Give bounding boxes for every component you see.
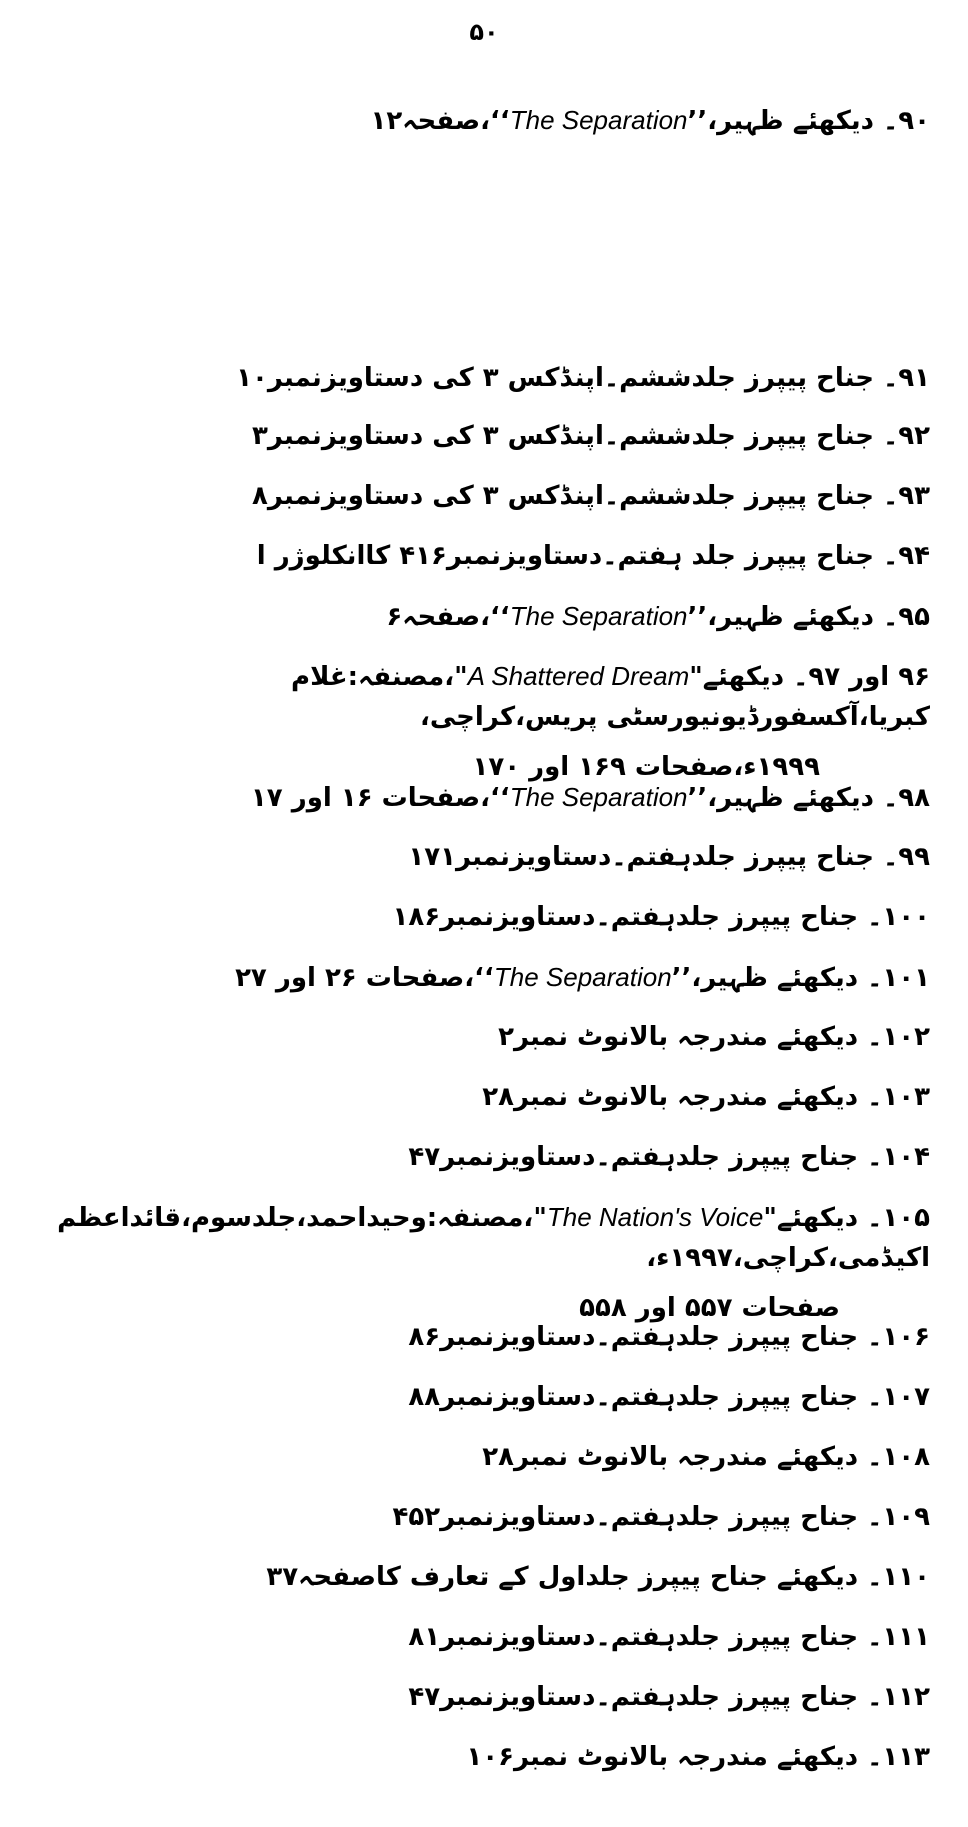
footnote-105 <box>50 1197 930 1328</box>
footnote-113: ۱۱۳۔ دیکھئے مندرجہ بالانوٹ نمبر۱۰۶ <box>466 1742 930 1772</box>
english-title: The Separation <box>509 601 688 631</box>
footnote-92: ۹۲۔ جناح پیپرز جلدششم۔اپنڈکس ۳ کی دستاویزنمبر۳ <box>251 421 930 451</box>
footnote-text: ۱۰۱۔ دیکھئے ظہیر،’’ <box>671 963 930 993</box>
footnote-text: ‘‘،صفحات ۱۶ اور ۱۷ <box>250 783 510 813</box>
footnote-99: ۹۹۔ جناح پیپرز جلدہفتم۔دستاویزنمبر۱۷۱ <box>408 842 930 872</box>
footnote-90 <box>371 100 930 141</box>
footnote-112: ۱۱۲۔ جناح پیپرز جلدہفتم۔دستاویزنمبر۴۷ <box>408 1682 930 1712</box>
footnote-text: ۱۰۵۔ دیکھئے" <box>763 1203 930 1233</box>
footnote-110: ۱۱۰۔ دیکھئے جناح پیپرز جلداول کے تعارف کاصفحہ۳۷ <box>266 1562 930 1592</box>
footnote-108: ۱۰۸۔ دیکھئے مندرجہ بالانوٹ نمبر۲۸ <box>482 1442 930 1472</box>
english-title: The Separation <box>509 782 688 812</box>
footnote-106: ۱۰۶۔ جناح پیپرز جلدہفتم۔دستاویزنمبر۸۶ <box>408 1322 930 1352</box>
footnote-96-97 <box>50 656 930 787</box>
page-number: ۵۰ <box>469 18 499 46</box>
footnote-93: ۹۳۔ جناح پیپرز جلدششم۔اپنڈکس ۳ کی دستاویزنمبر۸ <box>251 481 930 511</box>
english-title: The Nation's Voice <box>546 1202 764 1232</box>
english-title: The Separation <box>509 105 688 135</box>
footnote-text: ۹۰۔ دیکھئے ظہیر،’’ <box>687 106 930 136</box>
footnote-text: ‘‘،صفحہ۱۲ <box>370 106 510 136</box>
footnote-text: ۹۸۔ دیکھئے ظہیر،’’ <box>687 783 930 813</box>
footnote-text: ۹۵۔ دیکھئے ظہیر،’’ <box>687 602 930 632</box>
footnote-text: "،مصنفہ:وحیداحمد،جلدسوم،قائداعظم اکیڈمی،کراچی،۱۹۹۷ء، <box>57 1203 930 1273</box>
footnote-text: "،مصنفہ:غلام کبریا،آکسفورڈیونیورسٹی پریس،کراچی، <box>291 662 930 732</box>
footnote-text: ‘‘،صفحات ۲۶ اور ۲۷ <box>235 963 494 993</box>
footnote-98 <box>251 777 930 818</box>
footnote-94: ۹۴۔ جناح پیپرز جلد ہفتم۔دستاویزنمبر۴۱۶ کاانکلوژر ا <box>256 541 930 571</box>
footnote-109: ۱۰۹۔ جناح پیپرز جلدہفتم۔دستاویزنمبر۴۵۲ <box>392 1502 930 1532</box>
footnote-103: ۱۰۳۔ دیکھئے مندرجہ بالانوٹ نمبر۲۸ <box>482 1082 930 1112</box>
footnote-95 <box>386 596 930 637</box>
footnote-continuation: ۱۹۹۹ء،صفحات ۱۶۹ اور ۱۷۰ <box>472 752 820 782</box>
footnote-101 <box>235 957 930 998</box>
footnote-107: ۱۰۷۔ جناح پیپرز جلدہفتم۔دستاویزنمبر۸۸ <box>408 1382 930 1412</box>
footnote-text: ‘‘،صفحہ۶ <box>386 602 510 632</box>
footnote-111: ۱۱۱۔ جناح پیپرز جلدہفتم۔دستاویزنمبر۸۱ <box>408 1622 930 1652</box>
footnote-104: ۱۰۴۔ جناح پیپرز جلدہفتم۔دستاویزنمبر۴۷ <box>408 1142 930 1172</box>
english-title: A Shattered Dream <box>467 661 690 691</box>
footnote-text: ۹۶ اور ۹۷۔ دیکھئے" <box>689 662 930 692</box>
footnote-100: ۱۰۰۔ جناح پیپرز جلدہفتم۔دستاویزنمبر۱۸۶ <box>392 902 930 932</box>
english-title: The Separation <box>493 962 672 992</box>
footnote-91: ۹۱۔ جناح پیپرز جلدششم۔اپنڈکس ۳ کی دستاویزنمبر۱۰ <box>236 363 930 393</box>
footnote-102: ۱۰۲۔ دیکھئے مندرجہ بالانوٹ نمبر۲ <box>498 1022 930 1052</box>
footnote-continuation: صفحات ۵۵۷ اور ۵۵۸ <box>579 1293 840 1323</box>
